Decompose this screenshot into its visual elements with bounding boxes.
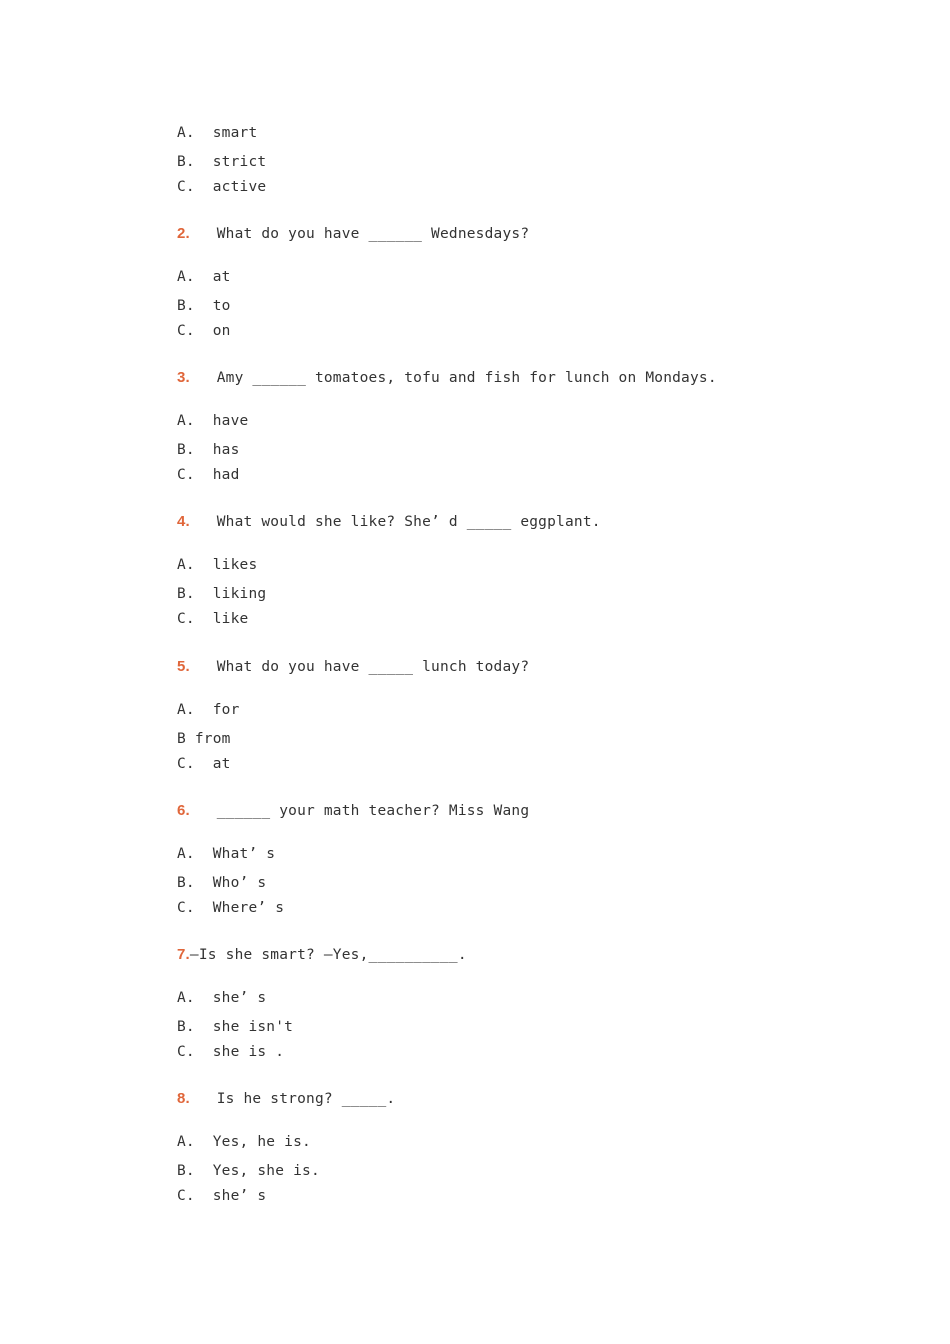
answer-option: B. strict [177,154,267,170]
answer-option: A. Yes, he is. [177,1134,311,1150]
question-number: 4. [177,513,190,530]
answer-option: A. she’ s [177,990,267,1006]
question-text: What would she like? She’ d _____ eggplant. [189,514,601,530]
question-text: ______ your math teacher? Miss Wang [189,803,530,819]
question-number: 8. [177,1090,190,1107]
question-text: What do you have _____ lunch today? [189,659,530,675]
answer-option: C. she is . [177,1044,285,1060]
question-stem [177,513,601,531]
answer-option: B. Yes, she is. [177,1163,320,1179]
answer-option: A. at [177,269,231,285]
answer-option: A. for [177,702,240,718]
answer-option: C. had [177,467,240,483]
answer-option: B. liking [177,586,267,602]
question-stem [177,802,529,820]
answer-option: B. Who’ s [177,875,267,891]
answer-option: C. at [177,756,231,772]
answer-option: B from [177,731,231,747]
answer-option: C. she’ s [177,1188,267,1204]
question-stem [177,225,529,243]
answer-option: B. she isn't [177,1019,294,1035]
question-number: 7. [177,946,190,963]
answer-option: B. to [177,298,231,314]
question-number: 2. [177,225,190,242]
question-stem [177,658,529,676]
answer-option: C. active [177,179,267,195]
answer-option: C. Where’ s [177,900,285,916]
answer-option: A. have [177,413,249,429]
question-number: 6. [177,802,190,819]
question-text: —Is she smart? —Yes,__________. [189,947,467,963]
question-text: What do you have ______ Wednesdays? [189,226,530,242]
question-text: Is he strong? _____. [189,1091,396,1107]
answer-option: A. likes [177,557,258,573]
question-stem [177,369,717,387]
answer-option: B. has [177,442,240,458]
answer-option: A. smart [177,125,258,141]
answer-option: C. on [177,323,231,339]
question-number: 3. [177,369,190,386]
question-stem [177,1090,395,1108]
answer-option: C. like [177,611,249,627]
question-text: Amy ______ tomatoes, tofu and fish for lunch on Mondays. [189,370,717,386]
question-stem [177,946,467,964]
answer-option: A. What’ s [177,846,276,862]
question-number: 5. [177,658,190,675]
